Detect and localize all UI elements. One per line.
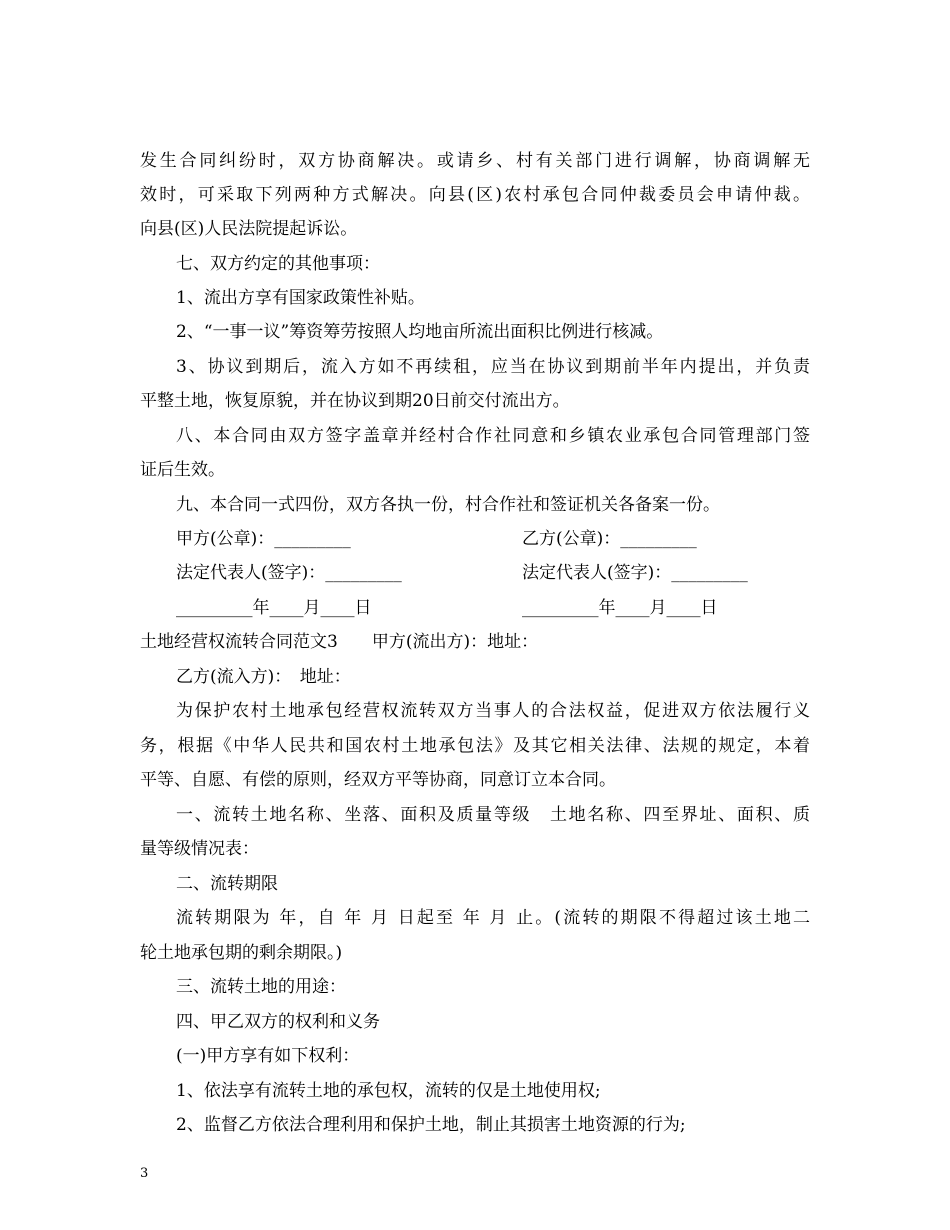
text-line: 轮土地承包期的剩余期限。) [140, 943, 343, 963]
section-heading: 二、流转期限 [176, 874, 278, 894]
text-line: 八、本合同由双方签字盖章并经村合作社同意和乡镇农业承包合同管理部门签 [176, 426, 810, 446]
text-line: 1、依法享有流转土地的承包权，流转的仅是土地使用权; [176, 1081, 601, 1101]
party-b-representative: 法定代表人(签字)：_________ [522, 563, 748, 583]
party-a-date: _________年____月____日 [176, 598, 372, 618]
text-line: 务，根据《中华人民共和国农村土地承包法》及其它相关法律、法规的规定，本着 [140, 736, 810, 756]
text-line: 2、监督乙方依法合理利用和保护土地，制止其损害土地资源的行为; [176, 1115, 686, 1135]
text-line: 2、“一事一议”筹资筹劳按照人均地亩所流出面积比例进行核减。 [176, 322, 664, 342]
text-line: 量等级情况表： [140, 839, 259, 859]
text-line: 流转期限为 年，自 年 月 日起至 年 月 止。(流转的期限不得超过该土地二 [176, 908, 810, 928]
page-number: 3 [140, 1166, 149, 1181]
sub-heading: (一)甲方享有如下权利： [176, 1046, 360, 1066]
text-line: 平等、自愿、有偿的原则，经双方平等协商，同意订立本合同。 [140, 770, 616, 790]
text-line: 效时，可采取下列两种方式解决。向县(区)农村承包合同仲裁委员会申请仲裁。 [140, 185, 810, 205]
party-a-representative: 法定代表人(签字)：_________ [176, 563, 402, 583]
text-line: 乙方(流入方)： 地址： [176, 667, 351, 687]
text-line: 向县(区)人民法院提起诉讼。 [140, 219, 358, 239]
text-line: 九、本合同一式四份，双方各执一份，村合作社和签证机关各备案一份。 [176, 495, 720, 515]
party-b-seal: 乙方(公章)：_________ [522, 529, 697, 549]
section-heading: 一、流转土地名称、坐落、面积及质量等级 土地名称、四至界址、面积、质 [176, 805, 810, 825]
signature-row [0, 528, 950, 550]
text-line: 3、协议到期后，流入方如不再续租，应当在协议到期前半年内提出，并负责 [176, 357, 810, 377]
signature-row [0, 562, 950, 584]
party-a-seal: 甲方(公章)：_________ [176, 529, 351, 549]
text-line: 平整土地，恢复原貌，并在协议到期20日前交付流出方。 [140, 391, 570, 411]
party-b-date: _________年____月____日 [522, 598, 718, 618]
signature-row [0, 597, 950, 619]
section-heading: 三、流转土地的用途： [176, 977, 346, 997]
text-line: 证后生效。 [140, 460, 225, 480]
section-heading: 七、双方约定的其他事项： [176, 254, 380, 274]
text-line: 为保护农村土地承包经营权流转双方当事人的合法权益，促进双方依法履行义 [176, 701, 810, 721]
contract-title-line: 土地经营权流转合同范文3 甲方(流出方)：地址： [140, 632, 539, 652]
text-line: 1、流出方享有国家政策性补贴。 [176, 288, 425, 308]
section-heading: 四、甲乙双方的权利和义务 [176, 1012, 380, 1032]
text-line: 发生合同纠纷时，双方协商解决。或请乡、村有关部门进行调解，协商调解无 [140, 151, 810, 171]
